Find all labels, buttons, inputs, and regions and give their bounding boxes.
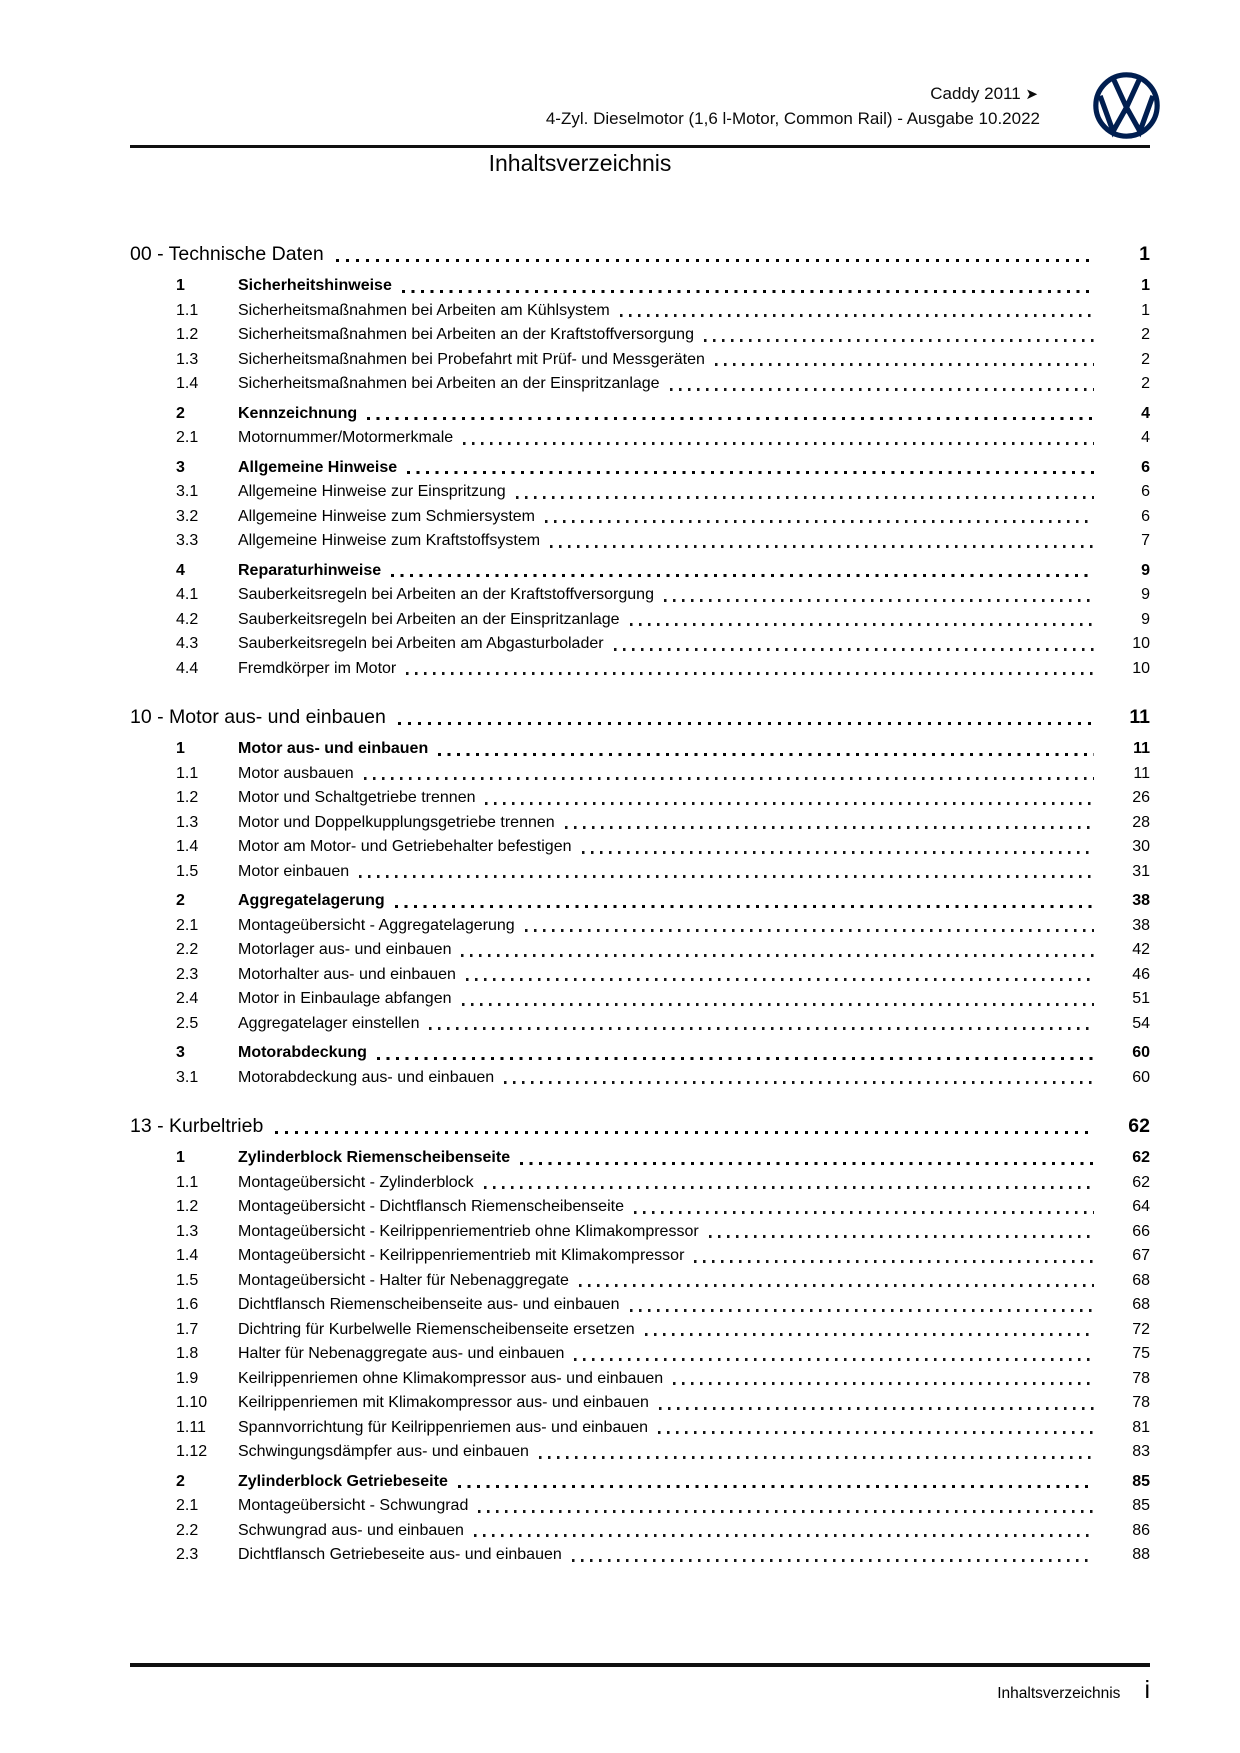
entry-number: 1.6 [176, 1296, 199, 1313]
toc-entry-row [130, 1146, 1150, 1171]
entry-title: Montageübersicht - Zylinderblock [238, 1173, 474, 1191]
toc-entry-row [130, 299, 1150, 324]
toc-entry-row [130, 1244, 1150, 1269]
dot-leader [664, 599, 1094, 602]
entry-number: 1.4 [176, 1247, 199, 1264]
entry-number: 1.2 [176, 326, 199, 343]
toc-entry-row [130, 480, 1150, 505]
dot-leader [620, 314, 1094, 317]
toc-entry-row [130, 737, 1150, 762]
dot-leader [377, 1057, 1094, 1060]
entry-page-number: 26 [1132, 789, 1150, 806]
dot-leader [545, 520, 1094, 523]
entry-number: 2.1 [176, 916, 199, 934]
entry-number: 4.2 [176, 610, 199, 628]
page-title: Inhaltsverzeichnis [488, 150, 672, 176]
chapter-label: 13 - Kurbeltrieb [130, 1115, 264, 1137]
toc-entry-row [130, 372, 1150, 397]
entry-page-number: 68 [1132, 1271, 1150, 1289]
entry-page-number: 60 [1132, 1068, 1150, 1086]
entry-number: 4.1 [176, 586, 199, 603]
toc-entry-row [130, 348, 1150, 373]
entry-page-number: 9 [1141, 586, 1150, 603]
toc-entry-row [130, 505, 1150, 530]
dot-leader [709, 1235, 1094, 1238]
entry-number: 2 [176, 1472, 185, 1490]
dot-leader [582, 851, 1095, 854]
dot-leader [659, 1407, 1094, 1410]
entry-page-number: 42 [1132, 941, 1150, 958]
toc-entry-row [130, 657, 1150, 682]
entry-title: Schwingungsdämpfer aus- und einbauen [238, 1443, 529, 1460]
entry-title: Sicherheitsmaßnahmen bei Arbeiten an der Einspritzanlage [238, 375, 660, 392]
entry-title: Sicherheitshinweise [238, 277, 392, 294]
entry-number: 3 [176, 458, 185, 476]
entry-number: 3.1 [176, 1068, 199, 1086]
dot-leader [395, 905, 1094, 908]
toc-entry-row [130, 1293, 1150, 1318]
dot-leader [438, 753, 1094, 756]
dot-leader [630, 1309, 1094, 1312]
entry-page-number: 78 [1132, 1369, 1150, 1387]
entry-title: Motor am Motor- und Getriebehalter befestigen [238, 838, 572, 855]
entry-title: Montageübersicht - Halter für Nebenaggregate [238, 1271, 569, 1289]
entry-title: Spannvorrichtung für Keilrippenriemen aus- und einbauen [238, 1418, 649, 1436]
dot-leader [614, 648, 1094, 651]
dot-leader [485, 802, 1094, 805]
entry-title: Dichtflansch Getriebeseite aus- und einbauen [238, 1546, 562, 1563]
entry-number: 2 [176, 404, 185, 422]
chapter-label: 10 - Motor aus- und einbauen [130, 706, 386, 728]
entry-number: 1.5 [176, 1271, 199, 1289]
toc-chapter-row [130, 239, 1150, 269]
dot-leader [572, 1559, 1094, 1562]
entry-title: Montageübersicht - Schwungrad [238, 1497, 469, 1514]
entry-title: Motorabdeckung aus- und einbauen [238, 1068, 495, 1086]
entry-title: Dichtring für Kurbelwelle Riemenscheibenseite ersetzen [238, 1320, 635, 1338]
dot-leader [504, 1081, 1094, 1084]
entry-page-number: 1 [1141, 277, 1150, 294]
entry-page-number: 46 [1132, 965, 1150, 983]
entry-number: 1.3 [176, 813, 199, 831]
entry-page-number: 67 [1132, 1247, 1150, 1264]
entry-title: Montageübersicht - Keilrippenriementrieb mit Klimakompressor [238, 1247, 685, 1264]
toc-entry-row [130, 1494, 1150, 1519]
header-subtitle: 4-Zyl. Dieselmotor (1,6 l-Motor, Common Rail) - Ausgabe 10.2022 [545, 109, 1040, 128]
entry-number: 1 [176, 740, 185, 757]
entry-title: Aggregatelagerung [238, 892, 385, 909]
dot-leader [630, 623, 1094, 626]
entry-number: 1.3 [176, 1222, 199, 1240]
entry-number: 1.12 [176, 1443, 208, 1460]
entry-page-number: 38 [1132, 916, 1150, 934]
toc-entry-row [130, 426, 1150, 451]
dot-leader [658, 1431, 1094, 1434]
entry-title: Aggregatelager einstellen [238, 1014, 420, 1032]
entry-number: 2.5 [176, 1014, 199, 1032]
entry-page-number: 60 [1132, 1044, 1150, 1061]
entry-page-number: 78 [1132, 1394, 1150, 1411]
dot-leader [634, 1211, 1094, 1214]
entry-title: Motorlager aus- und einbauen [238, 941, 452, 958]
dot-leader [359, 875, 1094, 878]
toc-entry-row [130, 811, 1150, 836]
dot-leader [550, 545, 1094, 548]
entry-page-number: 4 [1141, 404, 1150, 422]
entry-page-number: 64 [1132, 1198, 1150, 1215]
entry-title: Allgemeine Hinweise zur Einspritzung [238, 483, 506, 500]
entry-page-number: 11 [1133, 740, 1150, 757]
toc-entry-row [130, 762, 1150, 787]
entry-title: Keilrippenriemen mit Klimakompressor aus- und einbauen [238, 1394, 649, 1411]
dot-leader [406, 672, 1094, 675]
toc-entry-row [130, 1318, 1150, 1343]
toc-entry-row [130, 274, 1150, 299]
entry-title: Reparaturhinweise [238, 561, 382, 579]
entry-title: Fremdkörper im Motor [238, 659, 397, 677]
entry-page-number: 2 [1141, 326, 1150, 343]
toc-entry-row [130, 889, 1150, 914]
dot-leader [462, 1003, 1095, 1006]
toc-entry-row [130, 860, 1150, 885]
chapter-page-number: 62 [1128, 1115, 1150, 1137]
entry-number: 3.3 [176, 532, 199, 549]
toc-entry-row [130, 1391, 1150, 1416]
entry-title: Motor und Schaltgetriebe trennen [238, 789, 476, 806]
entry-page-number: 10 [1132, 635, 1150, 652]
entry-title: Sauberkeitsregeln bei Arbeiten am Abgasturbolader [238, 635, 604, 652]
entry-number: 2.2 [176, 1521, 199, 1539]
chapter-page-number: 1 [1139, 243, 1150, 265]
entry-number: 1.11 [176, 1418, 206, 1436]
dot-leader [275, 1131, 1092, 1134]
entry-page-number: 6 [1141, 458, 1150, 476]
toc-entry-row [130, 583, 1150, 608]
entry-title: Kennzeichnung [238, 404, 358, 422]
entry-page-number: 62 [1132, 1149, 1150, 1166]
dot-leader [673, 1382, 1094, 1385]
entry-title: Schwungrad aus- und einbauen [238, 1521, 464, 1539]
toc-entry-row [130, 1066, 1150, 1091]
entry-number: 1.5 [176, 862, 199, 880]
toc-entry-row [130, 1519, 1150, 1544]
entry-number: 3.2 [176, 507, 199, 525]
dot-leader [694, 1260, 1094, 1263]
entry-title: Motor einbauen [238, 862, 350, 880]
entry-page-number: 85 [1132, 1472, 1150, 1490]
dot-leader [525, 929, 1094, 932]
header-model-line [546, 82, 1040, 107]
toc-entry-row [130, 1416, 1150, 1441]
entry-number: 1 [176, 1149, 185, 1166]
dot-leader [474, 1534, 1094, 1537]
toc-entry-row [130, 1543, 1150, 1568]
entry-page-number: 86 [1132, 1521, 1150, 1539]
entry-title: Allgemeine Hinweise zum Kraftstoffsystem [238, 532, 541, 549]
entry-number: 4.4 [176, 659, 199, 677]
toc-entry-row [130, 559, 1150, 584]
dot-leader [463, 442, 1094, 445]
entry-title: Motorabdeckung [238, 1044, 367, 1061]
entry-title: Sicherheitsmaßnahmen bei Arbeiten am Kühlsystem [238, 301, 610, 319]
dot-leader [398, 722, 1092, 725]
dot-leader [715, 363, 1094, 366]
entry-number: 1.7 [176, 1320, 199, 1338]
toc-entry-row [130, 938, 1150, 963]
entry-title: Sauberkeitsregeln bei Arbeiten an der Kraftstoffversorgung [238, 586, 654, 603]
dot-leader [520, 1162, 1094, 1165]
page-footer [130, 1676, 1150, 1705]
entry-number: 2.4 [176, 990, 199, 1007]
toc-chapter-row [130, 702, 1150, 732]
entry-number: 3.1 [176, 483, 199, 500]
toc-entry-row [130, 963, 1150, 988]
dot-leader [539, 1456, 1094, 1459]
vw-logo-icon [1092, 71, 1161, 140]
entry-page-number: 9 [1141, 561, 1150, 579]
toc-entry-row [130, 402, 1150, 427]
entry-number: 1.10 [176, 1394, 208, 1411]
dot-leader [645, 1333, 1094, 1336]
entry-page-number: 7 [1141, 532, 1150, 549]
toc-entry-row [130, 1012, 1150, 1037]
toc-entry-row [130, 1440, 1150, 1465]
dot-leader [402, 290, 1094, 293]
entry-title: Motornummer/Motormerkmale [238, 429, 454, 446]
entry-title: Allgemeine Hinweise [238, 458, 398, 476]
entry-number: 1.9 [176, 1369, 199, 1387]
toc-entry-row [130, 987, 1150, 1012]
entry-page-number: 68 [1132, 1296, 1150, 1313]
entry-number: 2.3 [176, 1546, 199, 1563]
entry-page-number: 38 [1132, 892, 1150, 909]
entry-page-number: 75 [1132, 1345, 1150, 1362]
footer-rule [130, 1663, 1150, 1667]
entry-page-number: 88 [1132, 1546, 1150, 1563]
entry-page-number: 83 [1132, 1443, 1150, 1460]
dot-leader [407, 471, 1094, 474]
entry-number: 3 [176, 1044, 185, 1061]
entry-title: Zylinderblock Getriebeseite [238, 1472, 448, 1490]
entry-number: 2.1 [176, 1497, 199, 1514]
toc-entry-row [130, 786, 1150, 811]
entry-title: Dichtflansch Riemenscheibenseite aus- und einbauen [238, 1296, 620, 1313]
entry-number: 1.8 [176, 1345, 199, 1362]
entry-title: Sauberkeitsregeln bei Arbeiten an der Einspritzanlage [238, 610, 620, 628]
dot-leader [516, 496, 1094, 499]
dot-leader [704, 339, 1094, 342]
entry-number: 1 [176, 277, 185, 294]
toc-entry-row [130, 323, 1150, 348]
entry-number: 2.2 [176, 941, 199, 958]
dot-leader [429, 1027, 1094, 1030]
toc-chapter-row [130, 1111, 1150, 1141]
toc-entry-row [130, 456, 1150, 481]
entry-title: Keilrippenriemen ohne Klimakompressor aus- und einbauen [238, 1369, 664, 1387]
toc-entry-row [130, 1367, 1150, 1392]
entry-title: Montageübersicht - Keilrippenriementrieb ohne Klimakompressor [238, 1222, 699, 1240]
entry-title: Motorhalter aus- und einbauen [238, 965, 456, 983]
dot-leader [574, 1358, 1094, 1361]
entry-page-number: 2 [1141, 350, 1150, 368]
chapter-label: 00 - Technische Daten [130, 243, 324, 265]
entry-title: Montageübersicht - Aggregatelagerung [238, 916, 515, 934]
toc-entry-row [130, 835, 1150, 860]
entry-page-number: 11 [1133, 764, 1150, 782]
dot-leader [478, 1510, 1094, 1513]
entry-number: 1.1 [176, 764, 199, 782]
entry-page-number: 72 [1132, 1320, 1150, 1338]
entry-number: 4.3 [176, 635, 199, 652]
model-range-arrow-icon: ➤ [1025, 86, 1040, 103]
entry-title: Allgemeine Hinweise zum Schmiersystem [238, 507, 535, 525]
chapter-page-number: 11 [1129, 706, 1150, 728]
entry-page-number: 6 [1141, 483, 1150, 500]
entry-page-number: 9 [1141, 610, 1150, 628]
entry-number: 1.4 [176, 838, 199, 855]
entry-page-number: 62 [1132, 1173, 1150, 1191]
header-rule [130, 145, 1150, 148]
toc-entry-row [130, 608, 1150, 633]
entry-title: Motor und Doppelkupplungsgetriebe trennen [238, 813, 555, 831]
dot-leader [565, 826, 1094, 829]
dot-leader [670, 388, 1094, 391]
dot-leader [364, 777, 1094, 780]
toc-entry-row [130, 1470, 1150, 1495]
toc-entry-row [130, 914, 1150, 939]
toc-entry-row [130, 632, 1150, 657]
toc-entry-row [130, 1171, 1150, 1196]
header-model-text: Caddy 2011 [930, 84, 1021, 103]
entry-number: 1.3 [176, 350, 199, 368]
entry-number: 1.1 [176, 1173, 199, 1191]
entry-page-number: 6 [1141, 507, 1150, 525]
dot-leader [466, 978, 1094, 981]
entry-page-number: 30 [1132, 838, 1150, 855]
entry-page-number: 51 [1132, 990, 1150, 1007]
entry-title: Halter für Nebenaggregate aus- und einbauen [238, 1345, 565, 1362]
entry-page-number: 2 [1141, 375, 1150, 392]
dot-leader [391, 574, 1094, 577]
entry-number: 4 [176, 561, 185, 579]
dot-leader [336, 259, 1092, 262]
footer-label: Inhaltsverzeichnis [997, 1685, 1121, 1702]
entry-title: Motor ausbauen [238, 764, 354, 782]
entry-title: Motor in Einbaulage abfangen [238, 990, 452, 1007]
entry-page-number: 10 [1132, 659, 1150, 677]
entry-page-number: 85 [1132, 1497, 1150, 1514]
dot-leader [367, 417, 1094, 420]
dot-leader [579, 1284, 1094, 1287]
entry-number: 2.3 [176, 965, 199, 983]
entry-title: Motor aus- und einbauen [238, 740, 429, 757]
table-of-contents [130, 239, 1150, 1568]
page-header [546, 82, 1040, 131]
entry-page-number: 28 [1132, 813, 1150, 831]
entry-page-number: 81 [1132, 1418, 1150, 1436]
entry-page-number: 4 [1141, 429, 1150, 446]
entry-page-number: 31 [1132, 862, 1150, 880]
entry-page-number: 1 [1141, 301, 1150, 319]
entry-page-number: 66 [1132, 1222, 1150, 1240]
entry-title: Sicherheitsmaßnahmen bei Probefahrt mit Prüf- und Messgeräten [238, 350, 705, 368]
entry-number: 1.4 [176, 375, 199, 392]
toc-entry-row [130, 1269, 1150, 1294]
dot-leader [461, 954, 1094, 957]
entry-page-number: 54 [1132, 1014, 1150, 1032]
entry-number: 1.1 [176, 301, 199, 319]
entry-number: 2 [176, 892, 185, 909]
dot-leader [458, 1485, 1094, 1488]
entry-title: Sicherheitsmaßnahmen bei Arbeiten an der Kraftstoffversorgung [238, 326, 694, 343]
toc-entry-row [130, 1041, 1150, 1066]
toc-entry-row [130, 1195, 1150, 1220]
entry-number: 1.2 [176, 789, 199, 806]
entry-title: Montageübersicht - Dichtflansch Riemenscheibenseite [238, 1198, 624, 1215]
toc-entry-row [130, 1342, 1150, 1367]
toc-entry-row [130, 1220, 1150, 1245]
entry-title: Zylinderblock Riemenscheibenseite [238, 1149, 511, 1166]
entry-number: 1.2 [176, 1198, 199, 1215]
entry-number: 2.1 [176, 429, 199, 446]
footer-page-number: i [1144, 1676, 1150, 1704]
toc-entry-row [130, 529, 1150, 554]
dot-leader [484, 1186, 1094, 1189]
